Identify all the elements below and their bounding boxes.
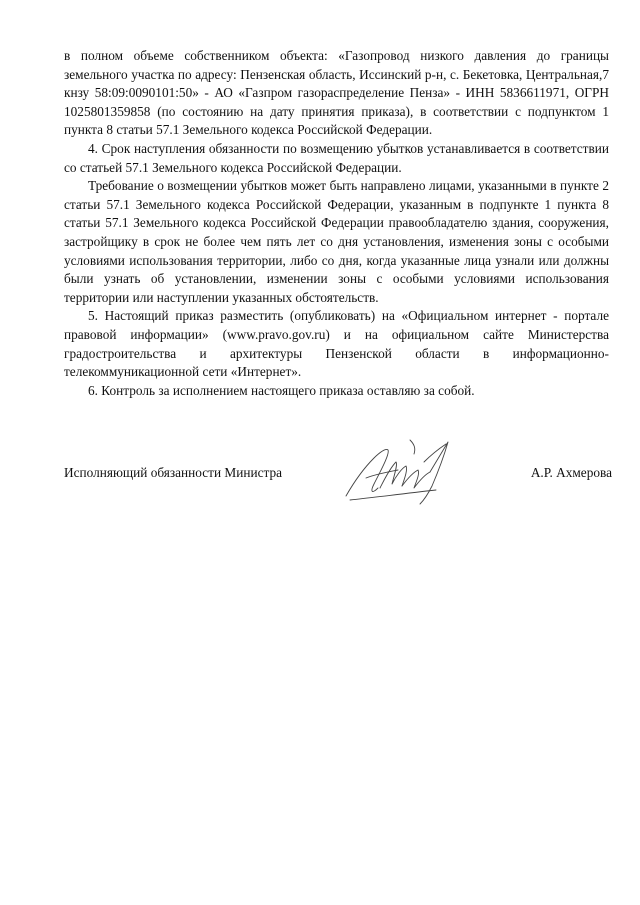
paragraph-item-4: 4. Срок наступления обязанности по возмещению убытков устанавливается в соответствии со статьей 57.1 Земельного кодекса Российской Федерации.: [64, 140, 609, 175]
paragraph-claim-requirement: Требование о возмещении убытков может быть направлено лицами, указанными в пункте 2 статьи 57.1 Земельного кодекса Российской Федерации, указанным в подпункте 1 пункта 8 статьи 57.1 Земельного кодекса Российской Федерации правообладателю здания, сооружения, застройщику в срок не более чем пять лет со дня установления, изменения зоны с особыми условиями использования территории, либо со дня, когда указанные лица узнали или должны были узнать об установлении, изменении зоны с особыми условиями использования территории или наступлении указанных обстоятельств.: [64, 178, 609, 305]
document-body: [64, 47, 609, 400]
paragraph-item-5: 5. Настоящий приказ разместить (опубликовать) на «Официальном интернет - портале правовой информации» (www.pravo.gov.ru) и на официальном сайте Министерства градостроительства и архитектуры Пензенской области в информационно-телекоммуникационной сети «Интернет».: [64, 308, 609, 380]
paragraph-continuation: в полном объеме собственником объекта: «Газопровод низкого давления до границы земельного участка по адресу: Пензенская область, Иссинский р-н, с. Бекетовка, Центральная,7 кнзу 58:09:0090101:50» - АО «Газпром газораспределение Пенза» - ИНН 5836611971, ОГРН 1025801359858 (по состоянию на дату принятия приказа), в соответствии с подпунктом 1 пункта 8 статьи 57.1 Земельного кодекса Российской Федерации.: [64, 48, 609, 138]
signature-block: [64, 458, 612, 518]
paragraph-item-6: 6. Контроль за исполнением настоящего приказа оставляю за собой.: [88, 382, 475, 398]
signatory-title: Исполняющий обязанности Министра: [64, 465, 283, 480]
signatory-name: А.Р. Ахмерова: [530, 465, 612, 480]
handwritten-signature: [340, 432, 460, 510]
